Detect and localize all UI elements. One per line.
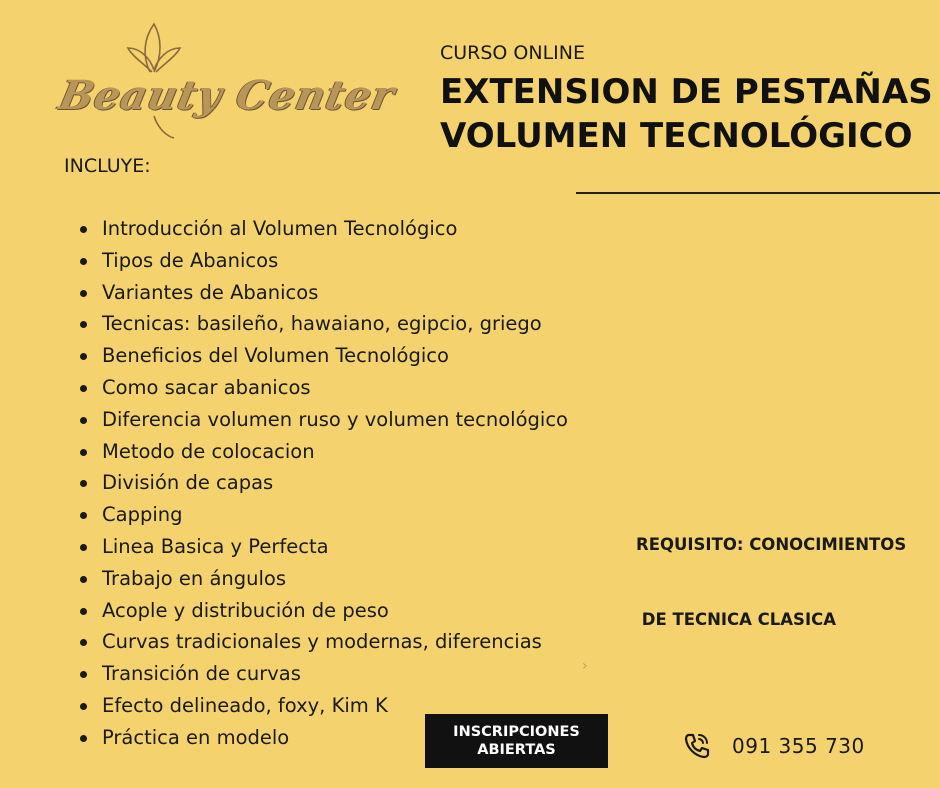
- topic-item: Efecto delineado, foxy, Kim K: [80, 690, 568, 722]
- requirement-note: [636, 482, 906, 657]
- phone-contact[interactable]: [682, 730, 865, 762]
- topic-item: Capping: [80, 499, 568, 531]
- topic-item: Metodo de colocacion: [80, 436, 568, 468]
- topic-item: Introducción al Volumen Tecnológico: [80, 213, 568, 245]
- topic-item: Como sacar abanicos: [80, 372, 568, 404]
- topic-item: Transición de curvas: [80, 658, 568, 690]
- chevron-right-icon: ›: [582, 658, 588, 674]
- brand-logo: [55, 20, 400, 150]
- signup-button-line2: ABIERTAS: [477, 742, 556, 758]
- course-kicker: CURSO ONLINE: [440, 42, 586, 64]
- topic-item: Linea Basica y Perfecta: [80, 531, 568, 563]
- course-title-line2: VOLUMEN TECNOLÓGICO: [440, 116, 913, 156]
- phone-number[interactable]: 091 355 730: [732, 734, 865, 758]
- topic-item: Práctica en modelo: [80, 722, 568, 754]
- signup-button[interactable]: [425, 714, 608, 768]
- topic-item: Diferencia volumen ruso y volumen tecnológico: [80, 404, 568, 436]
- topic-item: Variantes de Abanicos: [80, 277, 568, 309]
- topic-item: Acople y distribución de peso: [80, 595, 568, 627]
- topic-item: Curvas tradicionales y modernas, diferencias: [80, 626, 568, 658]
- course-title-line1: EXTENSION DE PESTAÑAS: [440, 72, 933, 112]
- phone-icon: [682, 731, 712, 761]
- requirement-line2: DE TECNICA CLASICA: [636, 610, 836, 629]
- topic-item: Tipos de Abanicos: [80, 245, 568, 277]
- course-title: [440, 70, 933, 158]
- topic-item: Tecnicas: basileño, hawaiano, egipcio, griego: [80, 308, 568, 340]
- includes-label: INCLUYE:: [64, 155, 151, 177]
- topic-item: Trabajo en ángulos: [80, 563, 568, 595]
- topic-list: [80, 213, 568, 754]
- divider: [576, 192, 940, 194]
- topic-item: Beneficios del Volumen Tecnológico: [80, 340, 568, 372]
- topic-item: División de capas: [80, 467, 568, 499]
- signup-button-line1: INSCRIPCIONES: [453, 724, 580, 740]
- requirement-line1: REQUISITO: CONOCIMIENTOS: [636, 535, 907, 554]
- logo-text: Beauty Center: [55, 72, 400, 119]
